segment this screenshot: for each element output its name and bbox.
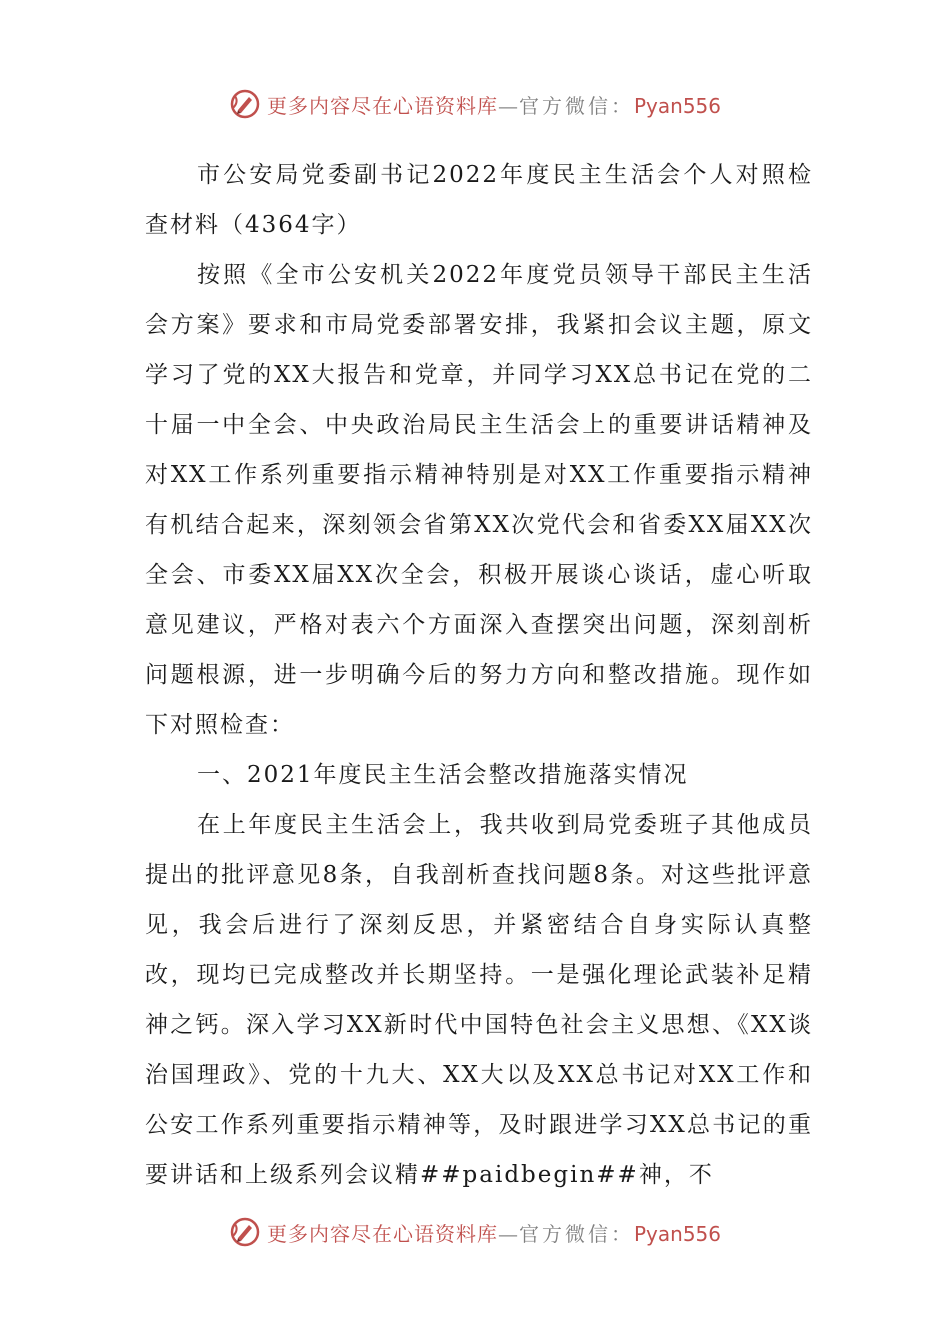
section-heading-1: 一、2021年度民主生活会整改措施落实情况 xyxy=(197,762,689,788)
pen-circle-logo-icon xyxy=(229,1216,261,1248)
watermark-separator: — xyxy=(497,1221,519,1246)
watermark-wechat-id: Pyan556 xyxy=(633,93,721,118)
watermark-header xyxy=(0,84,950,124)
watermark-separator: — xyxy=(497,93,519,118)
watermark-wechat-id: Pyan556 xyxy=(633,1221,721,1246)
watermark-official: 官方微信： xyxy=(518,1221,634,1246)
paragraph-section-1: 在上年度民主生活会上，我共收到局党委班子其他成员提出的批评意见8条，自我剖析查找问题8条。对这些批评意见，我会后进行了深刻反思，并紧密结合自身实际认真整改，现均已完成整改并长期坚持。一是强化理论武装补足精神之钙。深入学习XX新时代中国特色社会主义思想、《XX谈治国理政》、党的十九大、XX大以及XX总书记对XX工作和公安工作系列重要指示精神等，及时跟进学习XX总书记的重要讲话和上级系列会议精##paidbegin##神，不 xyxy=(145,812,813,1188)
watermark-official: 官方微信： xyxy=(518,93,634,118)
watermark-text xyxy=(267,1218,721,1247)
paragraph-intro: 按照《全市公安机关2022年度党员领导干部民主生活会方案》要求和市局党委部署安排，我紧扣会议主题，原文学习了党的XX大报告和党章，并同学习XX总书记在党的二十届一中全会、中央政治局民主生活会上的重要讲话精神及对XX工作系列重要指示精神特别是对XX工作重要指示精神有机结合起来，深刻领会省第XX次党代会和省委XX届XX次全会、市委XX届XX次全会，积极开展谈心谈话，虚心听取意见建议，严格对表六个方面深入查摆突出问题，深刻剖析问题根源，进一步明确今后的努力方向和整改措施。现作如下对照检查： xyxy=(145,262,813,738)
document-title: 市公安局党委副书记2022年度民主生活会个人对照检查材料（4364字） xyxy=(145,162,813,238)
watermark-brand: 更多内容尽在心语资料库 xyxy=(266,93,498,118)
pen-circle-logo-icon xyxy=(229,88,261,120)
document-body xyxy=(145,150,813,1200)
watermark-text xyxy=(267,90,721,119)
watermark-footer xyxy=(0,1212,950,1252)
watermark-brand: 更多内容尽在心语资料库 xyxy=(266,1221,498,1246)
